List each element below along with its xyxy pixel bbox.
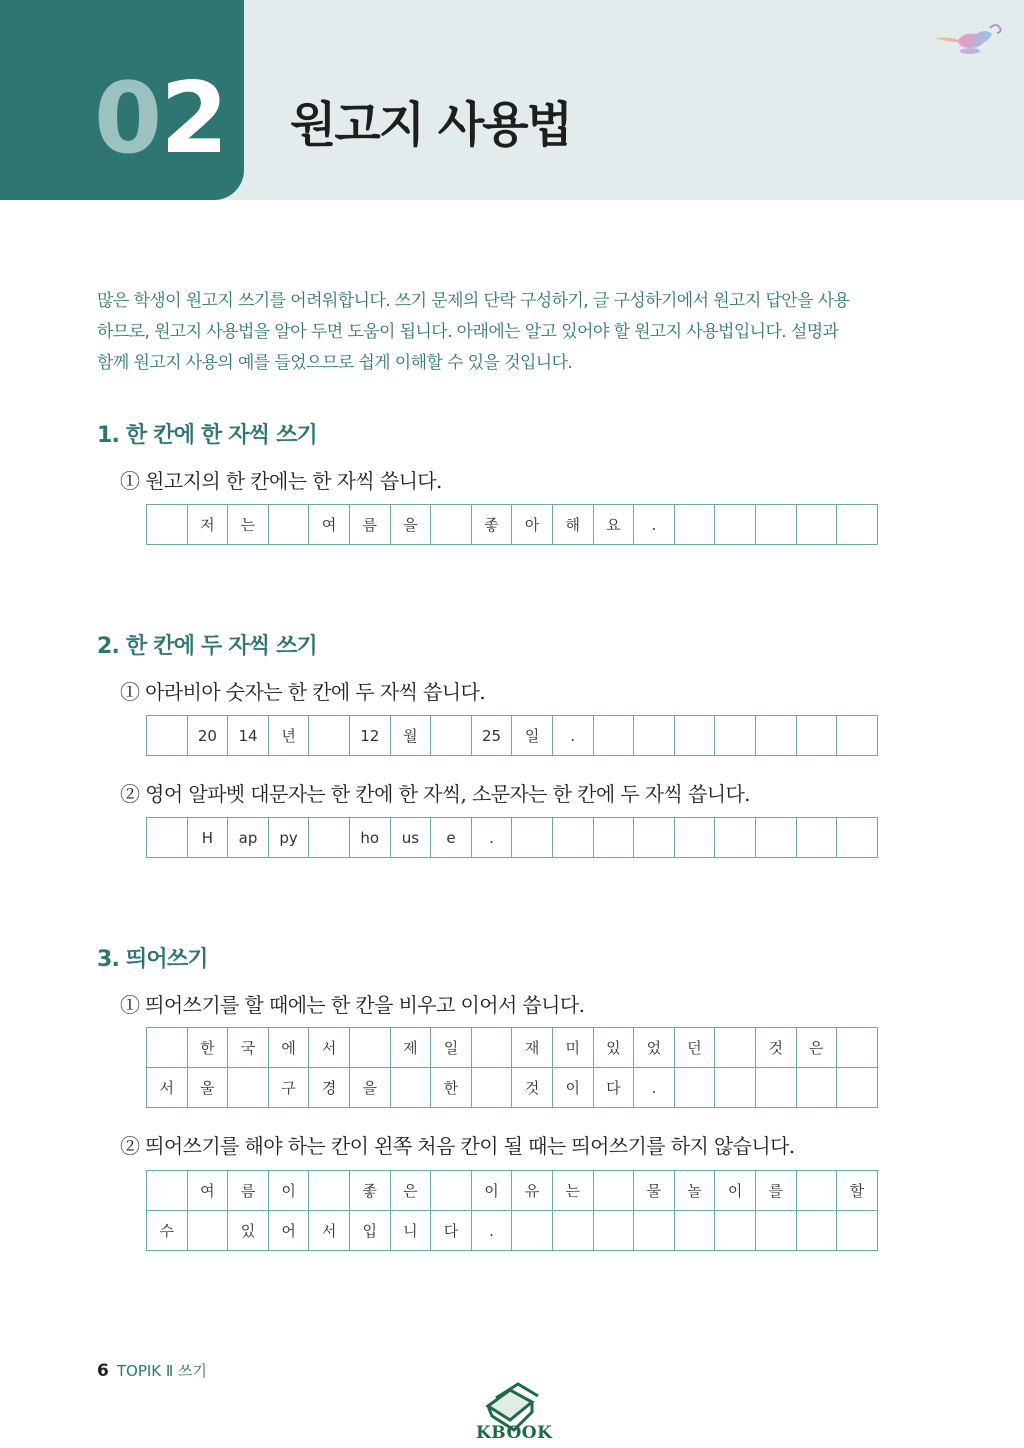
grid-cell: 서 bbox=[309, 1028, 350, 1068]
manuscript-grid bbox=[146, 1027, 878, 1108]
grid-cell bbox=[715, 818, 756, 858]
grid-cell: 있 bbox=[228, 1211, 269, 1251]
page-footer bbox=[97, 1360, 207, 1381]
manuscript-grid bbox=[146, 817, 878, 858]
grid-cell: 14 bbox=[228, 716, 269, 756]
grid-cell: 구 bbox=[269, 1068, 310, 1108]
grid-cell bbox=[594, 1211, 635, 1251]
chapter-number bbox=[94, 64, 226, 174]
grid-cell bbox=[391, 1068, 432, 1108]
grid-cell: 경 bbox=[309, 1068, 350, 1108]
grid-cell: 제 bbox=[391, 1028, 432, 1068]
grid-cell: 수 bbox=[147, 1211, 188, 1251]
grid-cell bbox=[715, 1211, 756, 1251]
grid-cell bbox=[188, 1211, 229, 1251]
grid-cell bbox=[756, 1211, 797, 1251]
grid-cell bbox=[147, 505, 188, 545]
manuscript-grid bbox=[146, 1170, 878, 1251]
grid-cell: 서 bbox=[147, 1068, 188, 1108]
grid-cell: 좋 bbox=[350, 1171, 391, 1211]
grid-cell: 국 bbox=[228, 1028, 269, 1068]
grid-cell bbox=[715, 716, 756, 756]
grid-cell bbox=[472, 1068, 513, 1108]
grid-cell: 월 bbox=[391, 716, 432, 756]
grid-cell bbox=[553, 1211, 594, 1251]
grid-cell: 여 bbox=[188, 1171, 229, 1211]
grid-cell bbox=[715, 1068, 756, 1108]
grid-cell bbox=[431, 1171, 472, 1211]
grid-cell bbox=[715, 1028, 756, 1068]
grid-cell: 이 bbox=[269, 1171, 310, 1211]
grid-cell: 다 bbox=[594, 1068, 635, 1108]
grid-cell: 는 bbox=[228, 505, 269, 545]
grid-cell bbox=[594, 1171, 635, 1211]
grid-cell bbox=[837, 716, 878, 756]
grid-cell bbox=[309, 1171, 350, 1211]
grid-cell: ho bbox=[350, 818, 391, 858]
grid-cell: 유 bbox=[512, 1171, 553, 1211]
grid-cell: 다 bbox=[431, 1211, 472, 1251]
grid-cell bbox=[431, 716, 472, 756]
section-title: 1. 한 칸에 한 자씩 쓰기 bbox=[97, 423, 317, 448]
grid-cell: 니 bbox=[391, 1211, 432, 1251]
intro-line: 함께 원고지 사용의 예를 들었으므로 쉽게 이해할 수 있을 것입니다. bbox=[97, 353, 573, 373]
grid-cell bbox=[756, 716, 797, 756]
publisher-logo-text: KBOOK bbox=[476, 1423, 553, 1443]
grid-cell: 저 bbox=[188, 505, 229, 545]
grid-cell: 을 bbox=[350, 1068, 391, 1108]
grid-cell bbox=[147, 1028, 188, 1068]
grid-cell: 할 bbox=[837, 1171, 878, 1211]
grid-cell: 있 bbox=[594, 1028, 635, 1068]
grid-cell bbox=[675, 818, 716, 858]
grid-cell bbox=[147, 1171, 188, 1211]
grid-cell: . bbox=[472, 1211, 513, 1251]
grid-cell bbox=[837, 818, 878, 858]
grid-cell bbox=[797, 716, 838, 756]
grid-cell: 이 bbox=[553, 1068, 594, 1108]
section-title: 3. 띄어쓰기 bbox=[97, 947, 208, 972]
grid-cell: 었 bbox=[634, 1028, 675, 1068]
grid-cell bbox=[228, 1068, 269, 1108]
grid-cell bbox=[147, 716, 188, 756]
grid-cell: . bbox=[634, 1068, 675, 1108]
grid-cell: 한 bbox=[431, 1068, 472, 1108]
grid-cell bbox=[797, 505, 838, 545]
grid-cell: 입 bbox=[350, 1211, 391, 1251]
grid-cell: e bbox=[431, 818, 472, 858]
rule-text: ① 띄어쓰기를 할 때에는 한 칸을 비우고 이어서 씁니다. bbox=[120, 993, 585, 1017]
grid-cell bbox=[756, 1068, 797, 1108]
magic-lamp-icon bbox=[930, 18, 1006, 58]
grid-cell: 름 bbox=[350, 505, 391, 545]
grid-cell: 것 bbox=[512, 1068, 553, 1108]
intro-line: 하므로, 원고지 사용법을 알아 두면 도움이 됩니다. 아래에는 알고 있어야 할 원고지 사용법입니다. 설명과 bbox=[97, 322, 839, 342]
grid-cell: 은 bbox=[797, 1028, 838, 1068]
grid-cell: 름 bbox=[228, 1171, 269, 1211]
chapter-title: 원고지 사용법 bbox=[290, 97, 571, 153]
intro-paragraph bbox=[97, 286, 887, 379]
grid-cell: py bbox=[269, 818, 310, 858]
chapter-digit-two: 2 bbox=[160, 62, 227, 176]
manuscript-grid bbox=[146, 504, 878, 545]
grid-cell: 미 bbox=[553, 1028, 594, 1068]
page-number: 6 bbox=[97, 1361, 109, 1381]
grid-cell bbox=[675, 716, 716, 756]
grid-cell: 이 bbox=[472, 1171, 513, 1211]
grid-cell bbox=[269, 505, 310, 545]
grid-cell: 물 bbox=[634, 1171, 675, 1211]
grid-cell: 일 bbox=[512, 716, 553, 756]
grid-cell: . bbox=[472, 818, 513, 858]
grid-cell bbox=[797, 1171, 838, 1211]
grid-cell bbox=[512, 1211, 553, 1251]
grid-cell: 것 bbox=[756, 1028, 797, 1068]
grid-cell bbox=[756, 818, 797, 858]
grid-cell bbox=[594, 716, 635, 756]
book-title: TOPIK Ⅱ 쓰기 bbox=[116, 1362, 208, 1380]
grid-cell: 울 bbox=[188, 1068, 229, 1108]
grid-cell bbox=[553, 818, 594, 858]
grid-cell: 은 bbox=[391, 1171, 432, 1211]
grid-cell: 요 bbox=[594, 505, 635, 545]
grid-cell: 년 bbox=[269, 716, 310, 756]
grid-cell: 좋 bbox=[472, 505, 513, 545]
intro-line: 많은 학생이 원고지 쓰기를 어려워합니다. 쓰기 문제의 단락 구성하기, 글 구성하기에서 원고지 답안을 사용 bbox=[97, 291, 850, 311]
grid-cell: us bbox=[391, 818, 432, 858]
grid-cell: ap bbox=[228, 818, 269, 858]
grid-cell: 20 bbox=[188, 716, 229, 756]
grid-cell bbox=[756, 505, 797, 545]
grid-cell: 일 bbox=[431, 1028, 472, 1068]
rule-text: ② 띄어쓰기를 해야 하는 칸이 왼쪽 처음 칸이 될 때는 띄어쓰기를 하지 않습니다. bbox=[120, 1134, 795, 1158]
grid-cell: 을 bbox=[391, 505, 432, 545]
rule-text: ② 영어 알파벳 대문자는 한 칸에 한 자씩, 소문자는 한 칸에 두 자씩 씁니다. bbox=[120, 782, 750, 806]
grid-cell: H bbox=[188, 818, 229, 858]
grid-cell: 여 bbox=[309, 505, 350, 545]
grid-cell bbox=[837, 505, 878, 545]
grid-cell bbox=[837, 1028, 878, 1068]
grid-cell bbox=[797, 1068, 838, 1108]
grid-cell: 서 bbox=[309, 1211, 350, 1251]
grid-cell: 어 bbox=[269, 1211, 310, 1251]
grid-cell: 놀 bbox=[675, 1171, 716, 1211]
rule-text: ① 아라비아 숫자는 한 칸에 두 자씩 씁니다. bbox=[120, 680, 485, 704]
grid-cell: 를 bbox=[756, 1171, 797, 1211]
grid-cell: 12 bbox=[350, 716, 391, 756]
grid-cell bbox=[634, 716, 675, 756]
grid-cell: 던 bbox=[675, 1028, 716, 1068]
grid-cell: 아 bbox=[512, 505, 553, 545]
grid-cell bbox=[837, 1211, 878, 1251]
grid-cell: 재 bbox=[512, 1028, 553, 1068]
grid-cell bbox=[594, 818, 635, 858]
rule-text: ① 원고지의 한 칸에는 한 자씩 씁니다. bbox=[120, 469, 442, 493]
grid-cell: 해 bbox=[553, 505, 594, 545]
grid-cell bbox=[675, 1211, 716, 1251]
grid-cell: . bbox=[553, 716, 594, 756]
grid-cell bbox=[634, 818, 675, 858]
grid-cell: 한 bbox=[188, 1028, 229, 1068]
grid-cell: 이 bbox=[715, 1171, 756, 1211]
grid-cell bbox=[675, 1068, 716, 1108]
grid-cell bbox=[472, 1028, 513, 1068]
grid-cell bbox=[309, 818, 350, 858]
grid-cell bbox=[147, 818, 188, 858]
grid-cell bbox=[431, 505, 472, 545]
grid-cell bbox=[309, 716, 350, 756]
grid-cell bbox=[715, 505, 756, 545]
manuscript-grid bbox=[146, 715, 878, 756]
grid-cell: 는 bbox=[553, 1171, 594, 1211]
grid-cell: 25 bbox=[472, 716, 513, 756]
grid-cell: . bbox=[634, 505, 675, 545]
grid-cell bbox=[350, 1028, 391, 1068]
grid-cell bbox=[675, 505, 716, 545]
grid-cell bbox=[512, 818, 553, 858]
grid-cell bbox=[837, 1068, 878, 1108]
grid-cell bbox=[634, 1211, 675, 1251]
grid-cell bbox=[797, 818, 838, 858]
grid-cell bbox=[797, 1211, 838, 1251]
section-title: 2. 한 칸에 두 자씩 쓰기 bbox=[97, 634, 317, 659]
grid-cell: 에 bbox=[269, 1028, 310, 1068]
chapter-digit-zero: 0 bbox=[94, 62, 161, 176]
